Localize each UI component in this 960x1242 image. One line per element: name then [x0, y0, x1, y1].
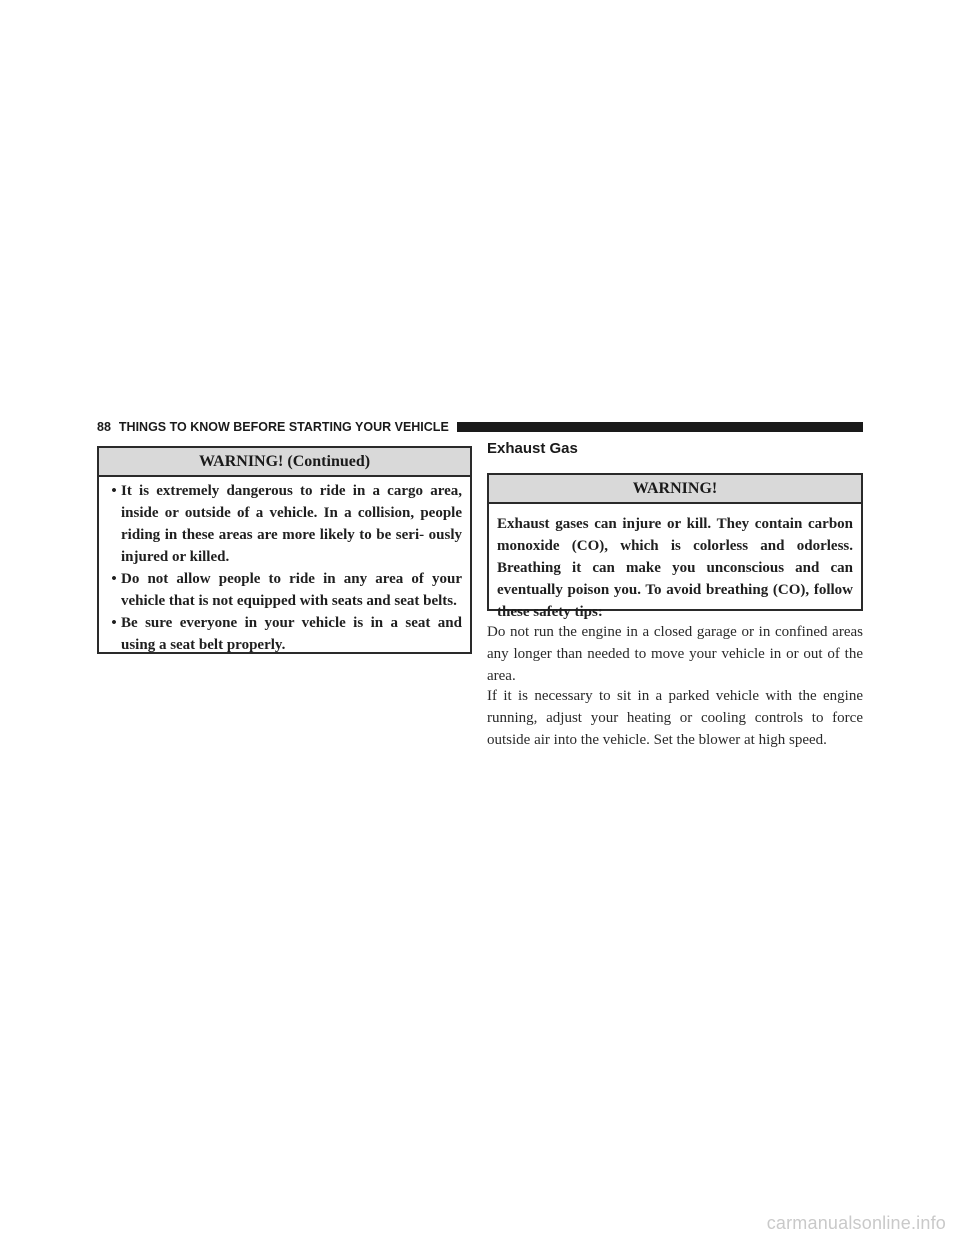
exhaust-paragraph-parked: If it is necessary to sit in a parked vehicle with the engine running, adjust your heating or cooling controls to force outside air into the vehicle. Set the blower at high speed.	[487, 688, 863, 748]
warning-continued-body	[99, 477, 470, 662]
warning-bullet	[107, 480, 462, 568]
warning-bullet	[107, 568, 462, 612]
watermark: carmanualsonline.info	[766, 1213, 946, 1233]
bullet-icon: •	[111, 483, 117, 499]
exhaust-warning-text: Exhaust gases can injure or kill. They contain carbon monoxide (CO), which is colorless and odorless. Breathing it can make you unconscious and can eventually poison you. To avoid breathing (CO), follow these safety tips:	[497, 516, 853, 620]
exhaust-warning-title: WARNING!	[489, 475, 861, 504]
bullet-icon: •	[111, 571, 117, 587]
bullet-icon: •	[111, 615, 117, 631]
warning-bullet-text: Do not allow people to ride in any area of your vehicle that is not equipped with seats and seat belts.	[121, 571, 462, 609]
page-number: 88	[97, 420, 111, 434]
page-header	[97, 419, 863, 435]
header-rule	[457, 422, 863, 432]
exhaust-paragraph-garage: Do not run the engine in a closed garage or in confined areas any longer than needed to move your vehicle in or out of the area.	[487, 624, 863, 684]
section-title: THINGS TO KNOW BEFORE STARTING YOUR VEHICLE	[118, 420, 449, 434]
warning-bullet-text: Be sure everyone in your vehicle is in a seat and using a seat belt properly.	[121, 615, 462, 653]
warning-continued-title: WARNING! (Continued)	[99, 448, 470, 477]
warning-bullet	[107, 612, 462, 656]
exhaust-gas-heading: Exhaust Gas	[487, 440, 578, 457]
warning-bullet-text: It is extremely dangerous to ride in a cargo area, inside or outside of a vehicle. In a collision, people riding in these areas are more likely to be seri- ously injured or killed.	[121, 483, 462, 565]
exhaust-warning-box	[487, 473, 863, 620]
warning-continued-box	[97, 446, 472, 654]
